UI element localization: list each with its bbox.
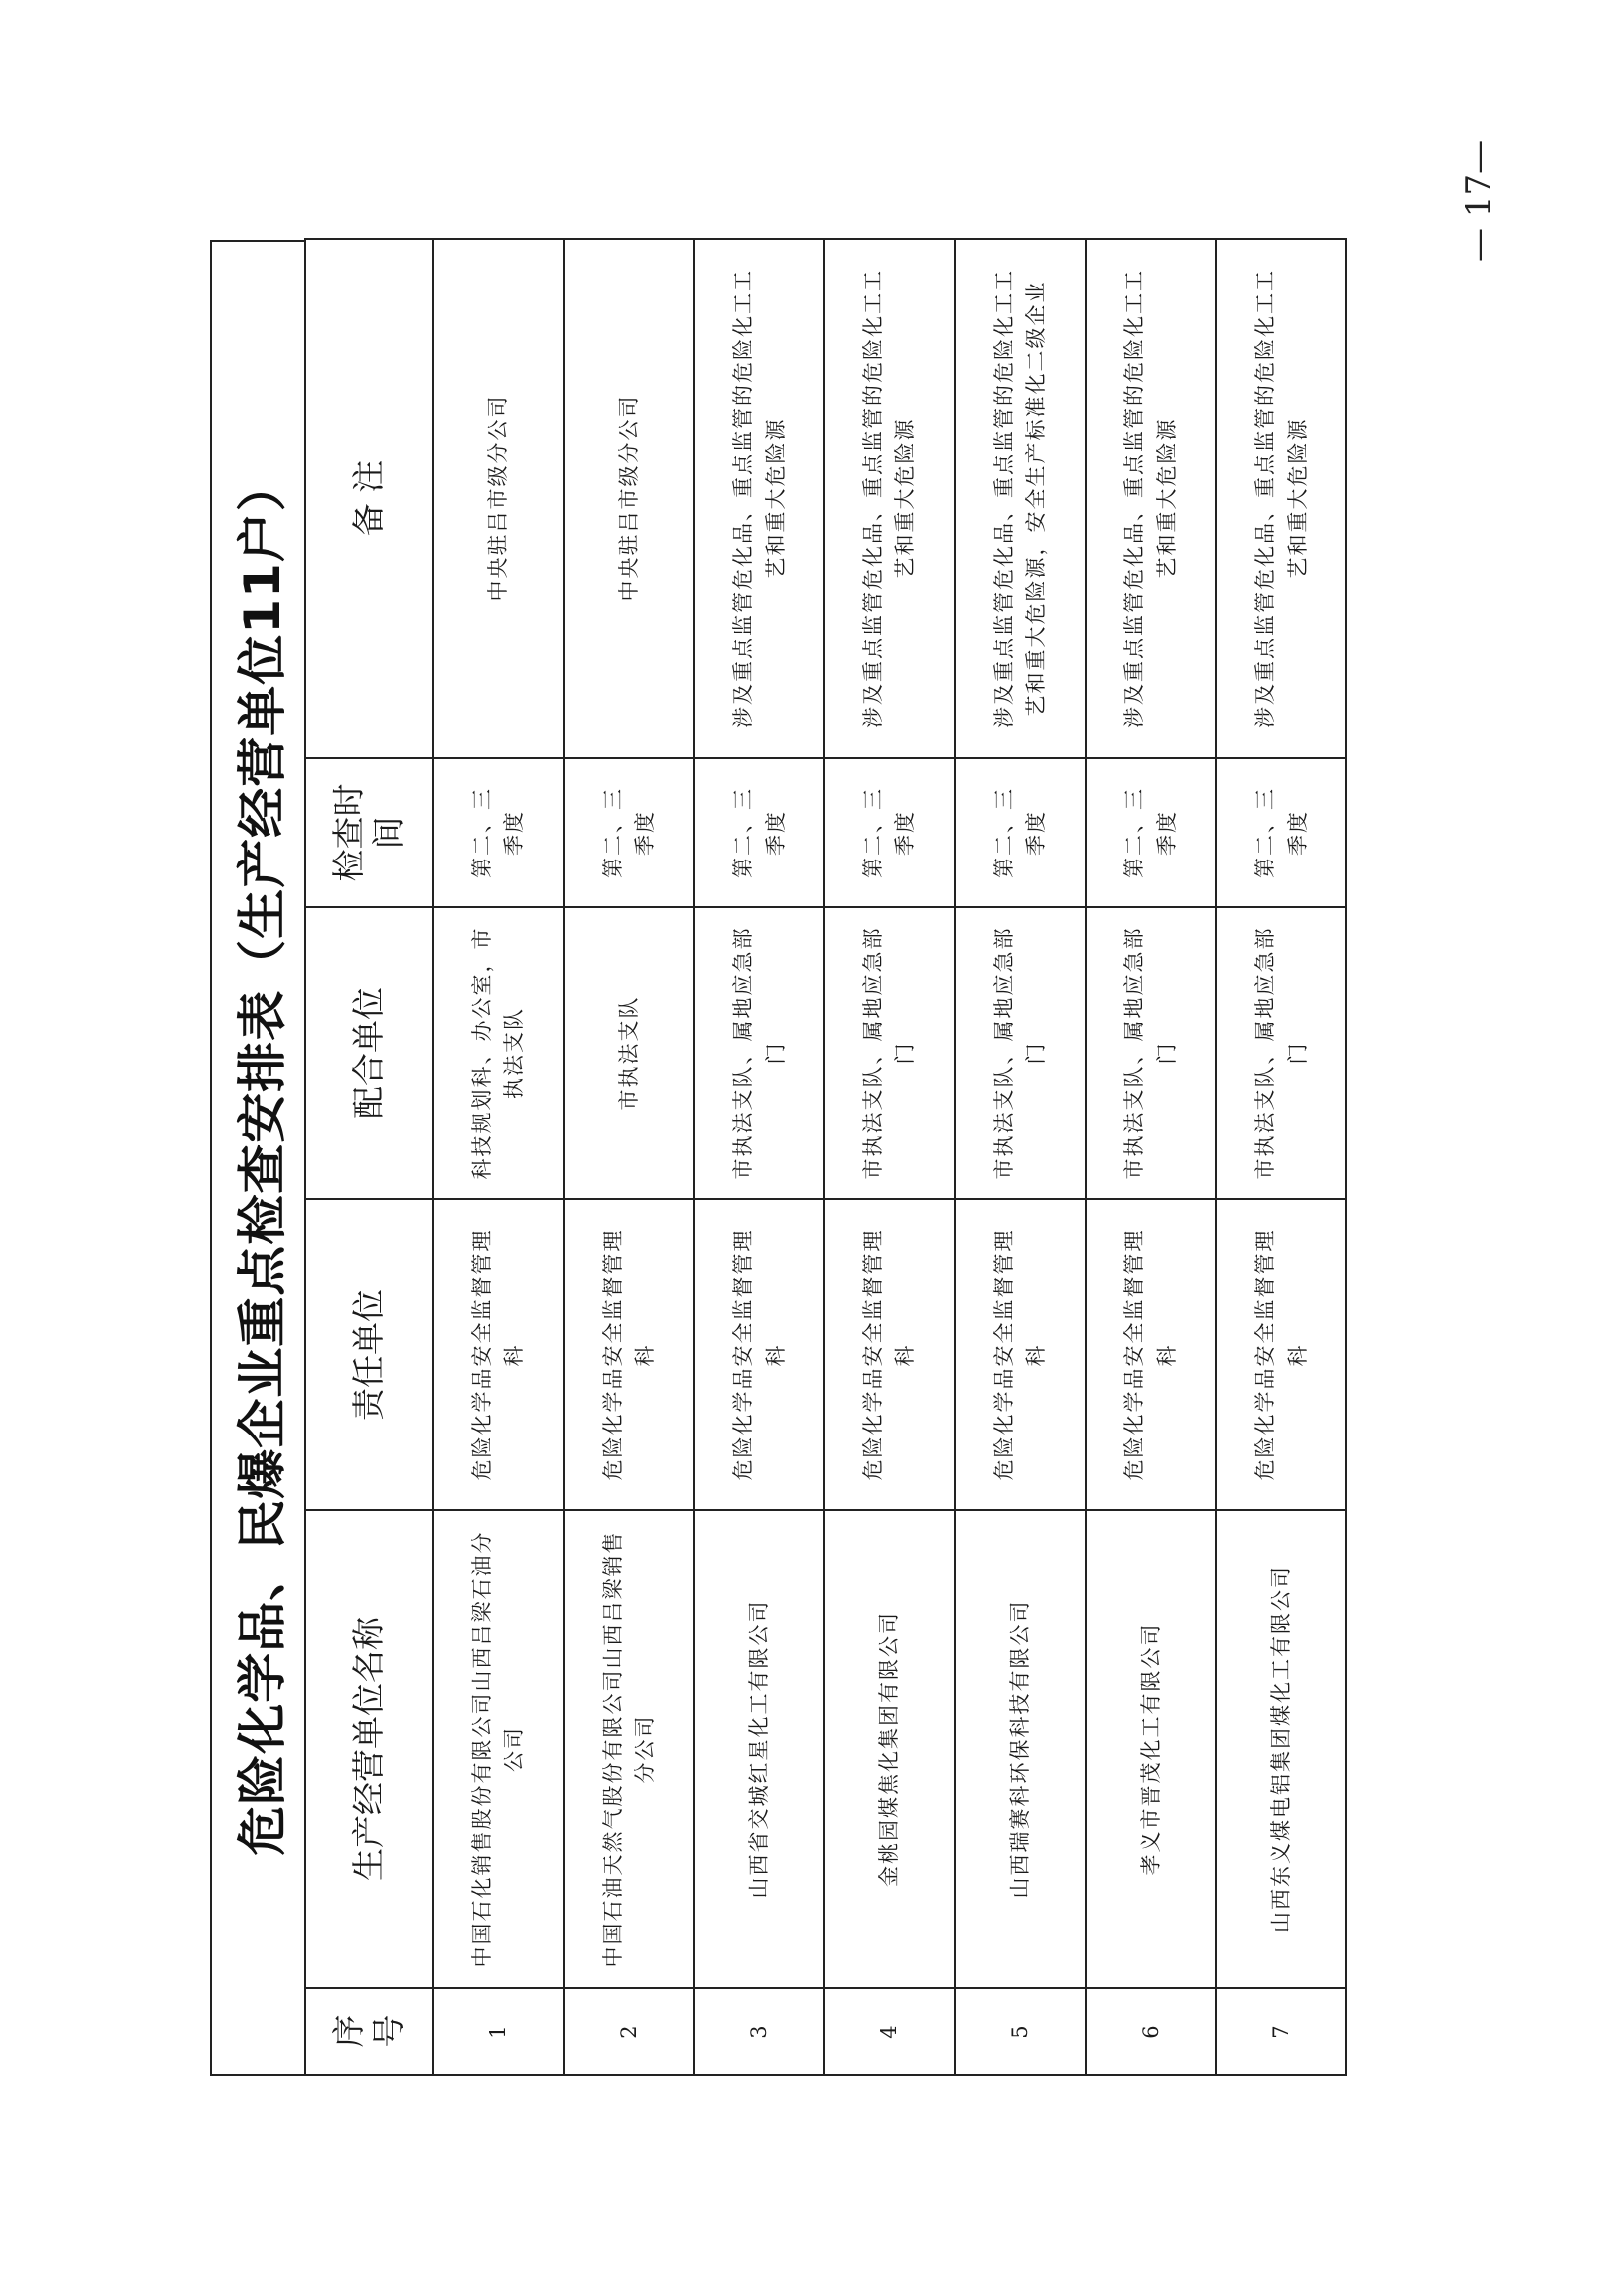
cell-inspection-time: 第二、三季度 — [433, 758, 564, 907]
cell-responsible: 危险化学品安全监督管理科 — [1086, 1199, 1217, 1510]
table-header-row — [305, 239, 433, 2075]
header-seq: 序号 — [305, 1988, 433, 2075]
header-unit-name: 生产经营单位名称 — [305, 1510, 433, 1988]
cell-remarks: 涉及重点监管危化品、重点监管的危险化工工艺和重大危险源 — [1216, 239, 1346, 758]
cell-cooperating: 市执法支队、属地应急部门 — [694, 907, 824, 1199]
cell-remarks: 涉及重点监管危化品、重点监管的危险化工工艺和重大危险源，安全生产标准化二级企业 — [955, 239, 1086, 758]
cell-cooperating: 市执法支队、属地应急部门 — [955, 907, 1086, 1199]
cell-seq: 5 — [955, 1988, 1086, 2075]
cell-seq: 6 — [1086, 1988, 1217, 2075]
cell-inspection-time: 第二、三季度 — [1086, 758, 1217, 907]
cell-seq: 3 — [694, 1988, 824, 2075]
cell-seq: 2 — [564, 1988, 695, 2075]
cell-remarks: 中央驻吕市级分公司 — [564, 239, 695, 758]
cell-seq: 1 — [433, 1988, 564, 2075]
cell-responsible: 危险化学品安全监督管理科 — [955, 1199, 1086, 1510]
cell-remarks: 涉及重点监管危化品、重点监管的危险化工工艺和重大危险源 — [694, 239, 824, 758]
header-cooperating: 配合单位 — [305, 907, 433, 1199]
cell-inspection-time: 第二、三季度 — [824, 758, 955, 907]
cell-unit-name: 中国石化销售股份有限公司山西吕梁石油分公司 — [433, 1510, 564, 1988]
cell-responsible: 危险化学品安全监督管理科 — [694, 1199, 824, 1510]
table-row — [694, 239, 824, 2075]
header-responsible: 责任单位 — [305, 1199, 433, 1510]
inspection-table — [304, 238, 1347, 2076]
cell-cooperating: 科技规划科、办公室，市执法支队 — [433, 907, 564, 1199]
cell-cooperating: 市执法支队 — [564, 907, 695, 1199]
page-number: — 17— — [1459, 139, 1499, 262]
cell-inspection-time: 第二、三季度 — [1216, 758, 1346, 907]
table-row — [564, 239, 695, 2075]
table-row — [1086, 239, 1217, 2075]
rotated-sheet — [210, 240, 1347, 2076]
cell-inspection-time: 第二、三季度 — [694, 758, 824, 907]
cell-responsible: 危险化学品安全监督管理科 — [824, 1199, 955, 1510]
cell-cooperating: 市执法支队、属地应急部门 — [1086, 907, 1217, 1199]
cell-remarks: 中央驻吕市级分公司 — [433, 239, 564, 758]
table-row — [824, 239, 955, 2075]
cell-remarks: 涉及重点监管危化品、重点监管的危险化工工艺和重大危险源 — [824, 239, 955, 758]
cell-inspection-time: 第二、三季度 — [564, 758, 695, 907]
cell-responsible: 危险化学品安全监督管理科 — [433, 1199, 564, 1510]
table-row — [1216, 239, 1346, 2075]
header-remarks: 备 注 — [305, 239, 433, 758]
header-inspection-time: 检查时间 — [305, 758, 433, 907]
cell-unit-name: 山西瑞赛科环保科技有限公司 — [955, 1510, 1086, 1988]
table-row — [433, 239, 564, 2075]
cell-cooperating: 市执法支队、属地应急部门 — [824, 907, 955, 1199]
cell-inspection-time: 第二、三季度 — [955, 758, 1086, 907]
cell-unit-name: 金桃园煤焦化集团有限公司 — [824, 1510, 955, 1988]
cell-cooperating: 市执法支队、属地应急部门 — [1216, 907, 1346, 1199]
cell-unit-name: 孝义市晋茂化工有限公司 — [1086, 1510, 1217, 1988]
cell-responsible: 危险化学品安全监督管理科 — [564, 1199, 695, 1510]
cell-unit-name: 山西东义煤电铝集团煤化工有限公司 — [1216, 1510, 1346, 1988]
cell-seq: 4 — [824, 1988, 955, 2075]
cell-remarks: 涉及重点监管危化品、重点监管的危险化工工艺和重大危险源 — [1086, 239, 1217, 758]
cell-unit-name: 中国石油天然气股份有限公司山西吕梁销售分公司 — [564, 1510, 695, 1988]
cell-unit-name: 山西省交城红星化工有限公司 — [694, 1510, 824, 1988]
table-row — [955, 239, 1086, 2075]
document-title: 危险化学品、民爆企业重点检查安排表（生产经营单位11户） — [210, 240, 304, 2076]
cell-seq: 7 — [1216, 1988, 1346, 2075]
cell-responsible: 危险化学品安全监督管理科 — [1216, 1199, 1346, 1510]
